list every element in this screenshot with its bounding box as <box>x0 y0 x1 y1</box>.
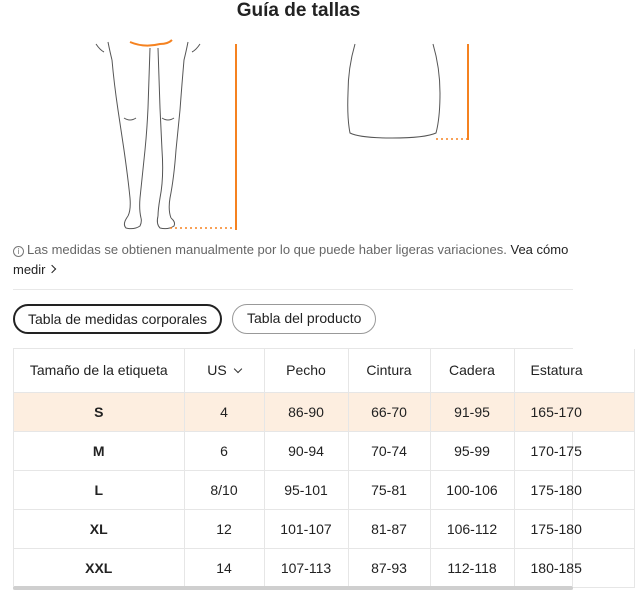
table-row <box>14 509 634 548</box>
page-title: Guía de tallas <box>236 0 361 21</box>
table-cell: 112-118 <box>430 548 514 587</box>
table-cell: 100-106 <box>430 470 514 509</box>
table-cell: 95-99 <box>430 431 514 470</box>
table-cell: 12 <box>184 509 264 548</box>
note-text: Las medidas se obtienen manualmente por lo que puede haber ligeras variaciones. <box>27 242 507 257</box>
column-header-us[interactable] <box>184 349 264 392</box>
table-cell: 175-180 <box>514 509 634 548</box>
chart-tabs <box>13 304 376 334</box>
column-header-waist: Cintura <box>348 349 430 392</box>
size-label: XL <box>14 509 184 548</box>
how-to-measure-label: Vea cómo medir <box>13 242 569 277</box>
size-label: L <box>14 470 184 509</box>
table-row <box>14 431 634 470</box>
tab-product-measurements[interactable]: Tabla del producto <box>232 304 376 334</box>
info-icon: i <box>13 246 24 257</box>
table-cell: 91-95 <box>430 392 514 431</box>
table-cell: 165-170 <box>514 392 634 431</box>
column-header-chest: Pecho <box>264 349 348 392</box>
size-label: XXL <box>14 548 184 587</box>
column-header-hip: Cadera <box>430 349 514 392</box>
table-cell: 6 <box>184 431 264 470</box>
horizontal-scrollbar[interactable] <box>13 586 573 590</box>
column-header-height: Estatura <box>514 349 634 392</box>
table-cell: 101-107 <box>264 509 348 548</box>
table-cell: 107-113 <box>264 548 348 587</box>
chevron-right-icon <box>47 265 55 273</box>
table-cell: 86-90 <box>264 392 348 431</box>
table-header-row <box>14 349 634 392</box>
table-cell: 106-112 <box>430 509 514 548</box>
table-cell: 81-87 <box>348 509 430 548</box>
size-label: S <box>14 392 184 431</box>
divider <box>13 289 573 290</box>
table-cell: 180-185 <box>514 548 634 587</box>
table-cell: 175-180 <box>514 470 634 509</box>
measurement-note <box>13 240 573 280</box>
size-label: M <box>14 431 184 470</box>
table-cell: 66-70 <box>348 392 430 431</box>
chevron-down-icon <box>233 365 241 373</box>
table-row <box>14 392 634 431</box>
table-cell: 75-81 <box>348 470 430 509</box>
tab-body-measurements[interactable]: Tabla de medidas corporales <box>13 304 222 334</box>
us-unit-label: US <box>207 362 227 379</box>
table-row <box>14 548 634 587</box>
column-header-label-size: Tamaño de la etiqueta <box>14 349 184 392</box>
table-cell: 95-101 <box>264 470 348 509</box>
table-cell: 14 <box>184 548 264 587</box>
table-cell: 4 <box>184 392 264 431</box>
size-table <box>14 349 635 588</box>
table-cell: 170-175 <box>514 431 634 470</box>
body-measurement-illustration <box>0 38 600 233</box>
table-cell: 87-93 <box>348 548 430 587</box>
size-table-container[interactable] <box>13 348 583 588</box>
table-cell: 8/10 <box>184 470 264 509</box>
table-row <box>14 470 634 509</box>
scrollbar-thumb[interactable] <box>13 586 573 590</box>
table-cell: 90-94 <box>264 431 348 470</box>
table-cell: 70-74 <box>348 431 430 470</box>
